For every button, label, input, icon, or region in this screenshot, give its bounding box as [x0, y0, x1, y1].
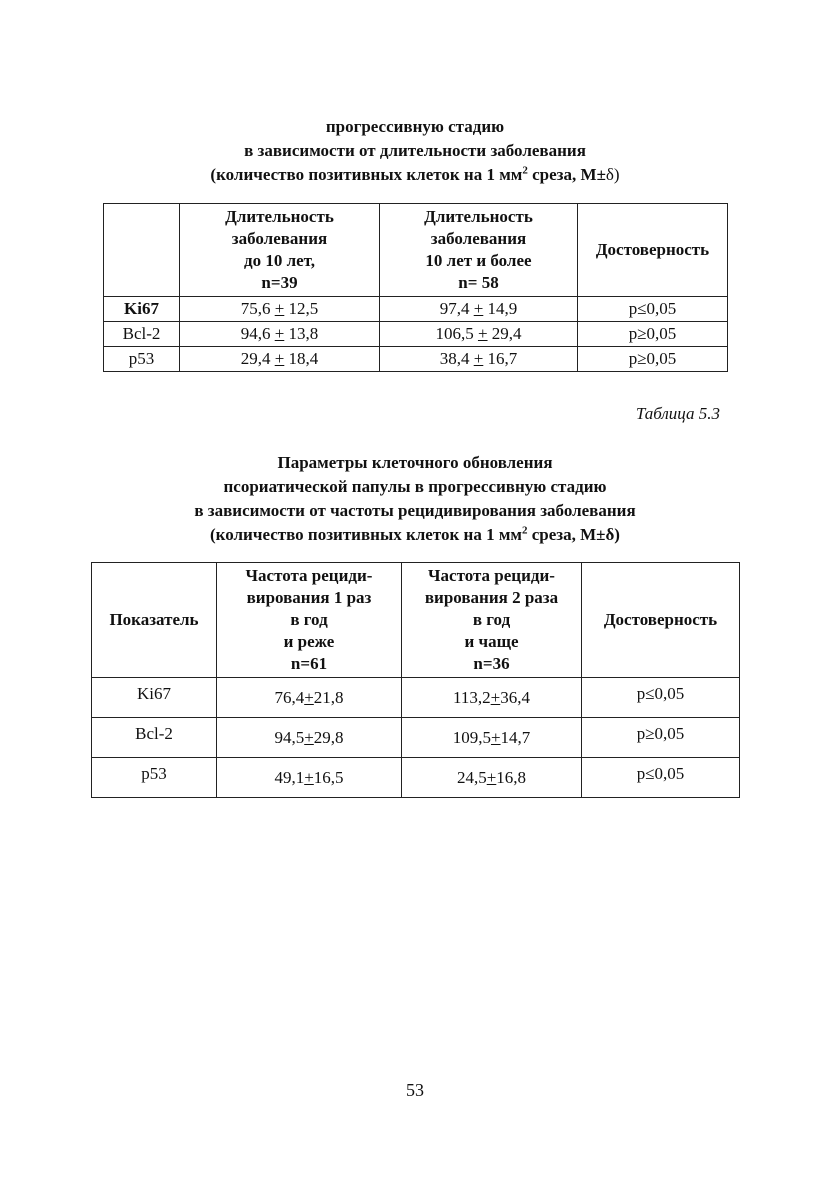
- table-cell-p: p≤0,05: [582, 758, 740, 798]
- cell-value: 29,4: [240, 349, 275, 368]
- table2-header-frequency-low: [217, 563, 402, 678]
- header-line: заболевания: [231, 229, 328, 248]
- table1-caption-line3: [0, 163, 830, 187]
- cell-value: 76,4: [274, 687, 305, 707]
- table-cell: [402, 678, 582, 718]
- table2-label: Таблица 5.3: [635, 404, 720, 423]
- cell-value: 16,5: [313, 767, 344, 787]
- header-line: и реже: [283, 632, 335, 651]
- table2-caption-line3: в зависимости от частоты рецидивирования заболевания: [194, 501, 636, 520]
- table2: [91, 562, 740, 798]
- cell-value: 16,8: [496, 767, 527, 787]
- row-label: Ki67: [92, 678, 217, 718]
- row-label: p53: [92, 758, 217, 798]
- header-line: Частота рециди-: [428, 566, 555, 585]
- table2-caption-line2: псориатической папулы в прогрессивную стадию: [223, 477, 607, 496]
- cell-value: 14,9: [483, 299, 518, 318]
- header-line: n=39: [261, 273, 298, 292]
- caption-text: среза, M±δ): [527, 525, 620, 544]
- plus-minus-sign: +: [490, 727, 501, 747]
- superscript: 2: [521, 524, 528, 537]
- page-number: 53: [406, 1080, 424, 1100]
- cell-value: 29,8: [313, 727, 344, 747]
- row-label: Bcl-2: [104, 322, 180, 347]
- header-line: в год: [290, 610, 328, 629]
- header-line: n= 58: [458, 273, 499, 292]
- header-line: 10 лет и более: [425, 251, 532, 270]
- plus-minus-sign: +: [486, 767, 497, 787]
- cell-value: 94,6: [240, 324, 275, 343]
- table2-header-significance: Достоверность: [582, 563, 740, 678]
- table2-caption-line4: [0, 523, 830, 547]
- cell-value: 38,4: [439, 349, 474, 368]
- table1-caption-line2: в зависимости от длительности заболевания: [244, 141, 586, 160]
- table2-caption: [0, 451, 830, 547]
- plus-minus-sign: +: [304, 727, 314, 747]
- table-cell: [217, 758, 402, 798]
- table1-caption: [0, 115, 830, 187]
- plus-minus-sign: +: [274, 324, 285, 343]
- caption-text: среза, M±: [527, 165, 606, 184]
- table-cell: [380, 297, 578, 322]
- header-line: в год: [472, 610, 511, 629]
- header-line: n=61: [290, 654, 328, 673]
- table1-header-row: [104, 204, 728, 297]
- cell-value: 18,4: [284, 349, 319, 368]
- table-cell-p: p≥0,05: [578, 347, 728, 372]
- table1: [103, 203, 728, 372]
- table2-header-row: [92, 563, 740, 678]
- table-cell: [180, 297, 380, 322]
- table2-header-frequency-high: [402, 563, 582, 678]
- cell-value: 29,4: [487, 324, 522, 343]
- table-row: [104, 347, 728, 372]
- cell-value: 109,5: [452, 727, 491, 747]
- table-cell: [402, 758, 582, 798]
- header-line: и чаще: [464, 632, 519, 651]
- header-line: заболевания: [430, 229, 527, 248]
- caption-delta: δ): [605, 165, 620, 184]
- table1-caption-line1: прогрессивную стадию: [325, 117, 505, 136]
- caption-text: (количество позитивных клеток на 1 мм: [210, 525, 522, 544]
- header-line: вирования 2 раза: [424, 588, 559, 607]
- table-cell: [217, 678, 402, 718]
- cell-value: 113,2: [453, 687, 491, 707]
- row-label: p53: [104, 347, 180, 372]
- table-cell-p: p≤0,05: [582, 678, 740, 718]
- table-row: [92, 678, 740, 718]
- cell-value: 106,5: [435, 324, 478, 343]
- plus-minus-sign: +: [304, 767, 314, 787]
- header-line: Длительность: [424, 207, 533, 226]
- cell-value: 36,4: [500, 687, 530, 707]
- header-line: до 10 лет,: [243, 251, 315, 270]
- table-cell: [180, 347, 380, 372]
- table-cell: [380, 347, 578, 372]
- table-cell: [402, 718, 582, 758]
- header-line: Длительность: [225, 207, 334, 226]
- table1-header-duration-long: [380, 204, 578, 297]
- cell-value: 75,6: [240, 299, 275, 318]
- caption-text: (количество позитивных клеток на 1 мм: [210, 165, 523, 184]
- table1-header-significance: Достоверность: [578, 204, 728, 297]
- table-row: [92, 718, 740, 758]
- plus-minus-sign: +: [274, 349, 285, 368]
- row-label: Ki67: [104, 297, 180, 322]
- table1-header-empty: [104, 204, 180, 297]
- header-line: Частота рециди-: [245, 566, 373, 585]
- cell-value: 21,8: [313, 687, 344, 707]
- plus-minus-sign: +: [473, 349, 484, 368]
- plus-minus-sign: +: [304, 687, 314, 707]
- cell-value: 14,7: [500, 727, 531, 747]
- table2-caption-line1: Параметры клеточного обновления: [277, 453, 553, 472]
- cell-value: 49,1: [274, 767, 305, 787]
- table-row: [92, 758, 740, 798]
- table-row: [104, 322, 728, 347]
- plus-minus-sign: +: [477, 324, 488, 343]
- table-cell: [217, 718, 402, 758]
- row-label: Bcl-2: [92, 718, 217, 758]
- plus-minus-sign: +: [490, 687, 501, 707]
- plus-minus-sign: +: [274, 299, 285, 318]
- header-line: n=36: [473, 654, 510, 673]
- table-cell: [180, 322, 380, 347]
- cell-value: 24,5: [456, 767, 487, 787]
- table-cell: [380, 322, 578, 347]
- table2-header-indicator: Показатель: [92, 563, 217, 678]
- plus-minus-sign: +: [473, 299, 484, 318]
- cell-value: 12,5: [284, 299, 319, 318]
- cell-value: 16,7: [483, 349, 518, 368]
- cell-value: 94,5: [274, 727, 305, 747]
- header-line: вирования 1 раз: [246, 588, 372, 607]
- table1-header-duration-short: [180, 204, 380, 297]
- cell-value: 97,4: [439, 299, 474, 318]
- superscript: 2: [522, 164, 528, 177]
- cell-value: 13,8: [284, 324, 319, 343]
- table-cell-p: p≤0,05: [578, 297, 728, 322]
- table-cell-p: p≥0,05: [582, 718, 740, 758]
- table-row: [104, 297, 728, 322]
- table-cell-p: p≥0,05: [578, 322, 728, 347]
